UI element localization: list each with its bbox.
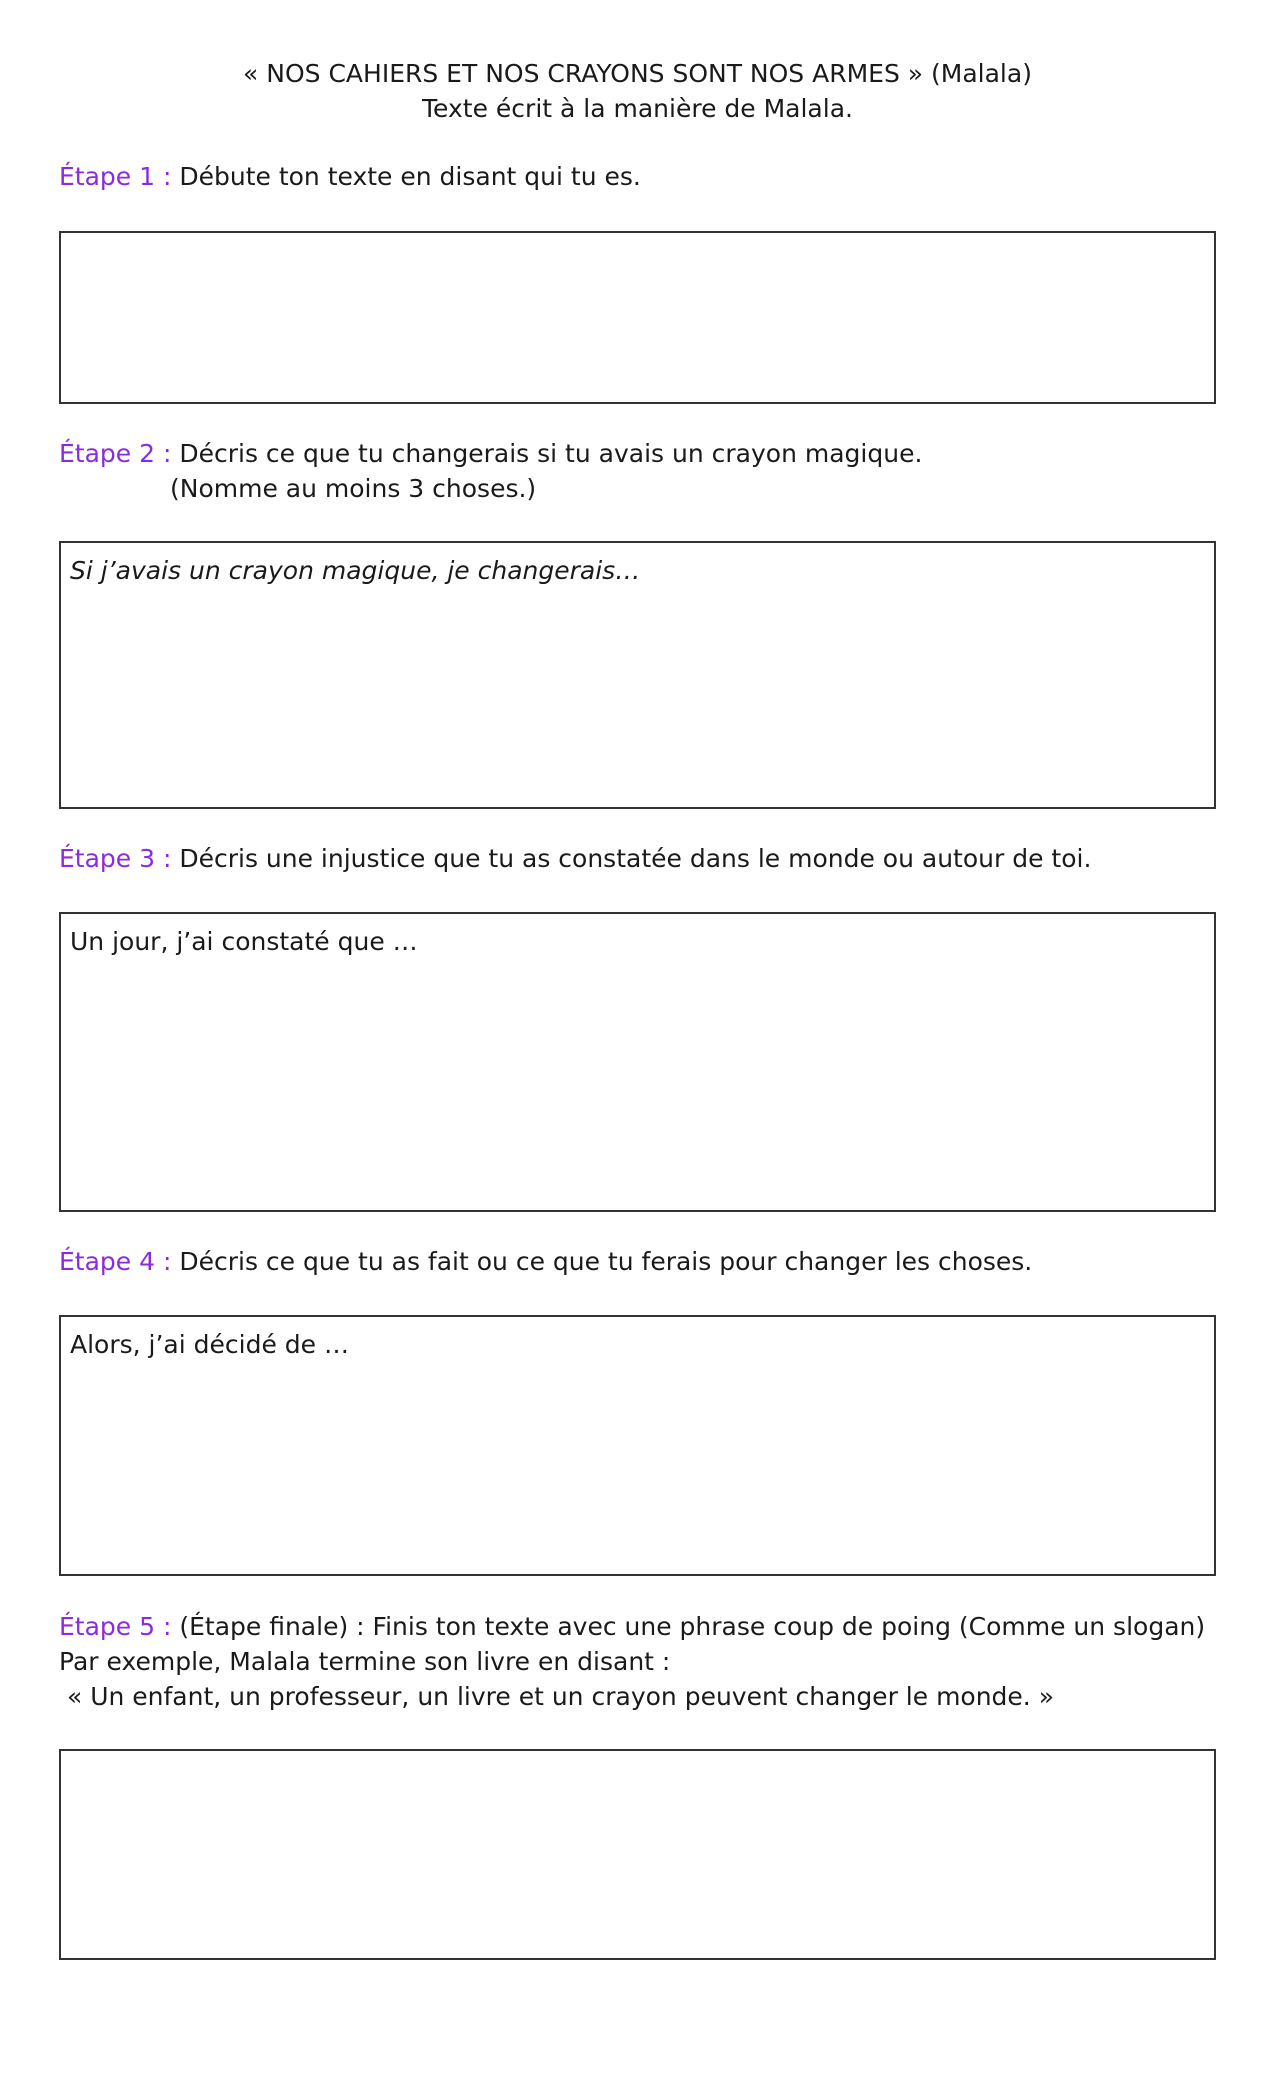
step-5-instruction [59, 1609, 1219, 1714]
document-title: « NOS CAHIERS ET NOS CRAYONS SONT NOS ARMES » (Malala) [243, 59, 1032, 88]
step-2-answer-box[interactable] [59, 541, 1216, 809]
step-1-label: Étape 1 : [59, 162, 172, 191]
step-4-box-prompt: Alors, j’ai décidé de … [70, 1330, 349, 1359]
step-4-label: Étape 4 : [59, 1247, 172, 1276]
step-5-label: Étape 5 : [59, 1612, 172, 1641]
step-5-answer-box[interactable] [59, 1749, 1216, 1960]
step-5-text: (Étape finale) : Finis ton texte avec une phrase coup de poing (Comme un slogan) [179, 1612, 1206, 1641]
step-5-example-intro: Par exemple, Malala termine son livre en disant : [59, 1647, 671, 1676]
step-1-text: Débute ton texte en disant qui tu es. [179, 162, 641, 191]
step-2-text: Décris ce que tu changerais si tu avais un crayon magique. [179, 439, 923, 468]
step-1-answer-box[interactable] [59, 231, 1216, 404]
step-3-answer-box[interactable] [59, 912, 1216, 1212]
step-2-label: Étape 2 : [59, 439, 172, 468]
step-5-example-quote: « Un enfant, un professeur, un livre et un crayon peuvent changer le monde. » [59, 1682, 1054, 1711]
step-3-text: Décris une injustice que tu as constatée dans le monde ou autour de toi. [179, 844, 1092, 873]
step-1-instruction [59, 159, 1219, 194]
step-2-note: (Nomme au moins 3 choses.) [170, 474, 537, 503]
step-3-instruction [59, 841, 1219, 876]
document-header [0, 56, 1275, 126]
step-3-label: Étape 3 : [59, 844, 172, 873]
step-4-answer-box[interactable] [59, 1315, 1216, 1576]
step-2-box-prompt: Si j’avais un crayon magique, je changerais… [70, 556, 641, 585]
step-4-text: Décris ce que tu as fait ou ce que tu ferais pour changer les choses. [179, 1247, 1033, 1276]
step-4-instruction [59, 1244, 1219, 1279]
document-subtitle: Texte écrit à la manière de Malala. [422, 94, 853, 123]
step-2-instruction [59, 436, 1219, 506]
step-3-box-prompt: Un jour, j’ai constaté que … [70, 927, 418, 956]
